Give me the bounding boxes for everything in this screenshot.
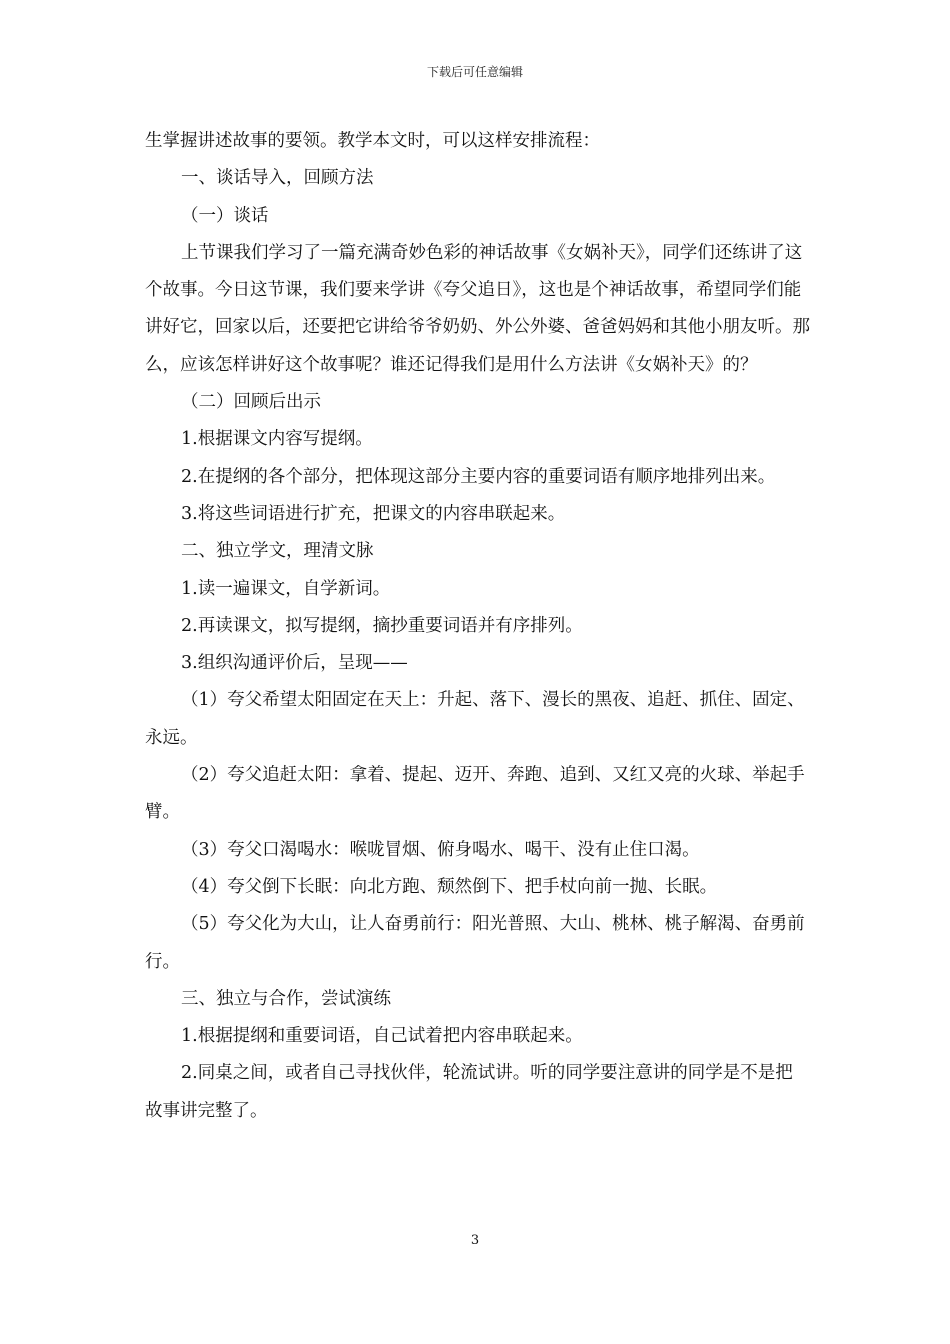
section-heading: 一、谈话导入，回顾方法 — [181, 168, 374, 189]
document-body — [145, 123, 810, 1130]
subsection-heading: （一）谈话 — [181, 205, 269, 226]
list-item: 3.组织沟通评价后，呈现—— — [181, 653, 408, 674]
subsection-heading: （二）回顾后出示 — [181, 392, 321, 413]
list-item: 1.根据课文内容写提纲。 — [181, 429, 373, 450]
list-item: 2.再读课文，拟写提纲，摘抄重要词语并有序排列。 — [181, 615, 583, 636]
list-item: （5）夸父化为大山，让人奋勇前行：阳光普照、大山、桃林、桃子解渴、奋勇前行。 — [145, 914, 805, 972]
section-heading: 三、独立与合作，尝试演练 — [181, 988, 391, 1009]
list-item: （3）夸父口渴喝水：喉咙冒烟、俯身喝水、喝干、没有止住口渴。 — [181, 839, 700, 860]
page-header: 下载后可任意编辑 — [426, 65, 523, 79]
paragraph: 生掌握讲述故事的要领。教学本文时，可以这样安排流程： — [145, 131, 600, 151]
list-item: 2.同桌之间，或者自己寻找伙伴，轮流试讲。听的同学要注意讲的同学是不是把故事讲完整了。 — [145, 1063, 793, 1121]
list-item: （4）夸父倒下长眠：向北方跑、颓然倒下、把手杖向前一抛、长眠。 — [181, 876, 718, 897]
list-item: 2.在提纲的各个部分，把体现这部分主要内容的重要词语有顺序地排列出来。 — [181, 466, 776, 487]
list-item: 1.根据提纲和重要词语，自己试着把内容串联起来。 — [181, 1026, 583, 1047]
list-item: （1）夸父希望太阳固定在天上：升起、落下、漫长的黑夜、追赶、抓住、固定、永远。 — [145, 690, 805, 748]
page-number: 3 — [470, 1233, 480, 1248]
list-item: 3.将这些词语进行扩充，把课文的内容串联起来。 — [181, 503, 566, 524]
section-heading: 二、独立学文，理清文脉 — [181, 541, 374, 562]
list-item: 1.读一遍课文，自学新词。 — [181, 578, 391, 599]
list-item: （2）夸父追赶太阳：拿着、提起、迈开、奔跑、追到、又红又亮的火球、举起手臂。 — [145, 765, 805, 823]
paragraph: 上节课我们学习了一篇充满奇妙色彩的神话故事《女娲补天》，同学们还练讲了这个故事。今日这节课，我们要来学讲《夸父追日》，这也是个神话故事，希望同学们能讲好它，回家以后，还要把它讲给爷爷奶奶、外公外婆、爸爸妈妈和其他小朋友听。那么，应该怎样讲好这个故事呢？谁还记得我们是用什么方法讲《女娲补天》的？ — [145, 242, 810, 375]
